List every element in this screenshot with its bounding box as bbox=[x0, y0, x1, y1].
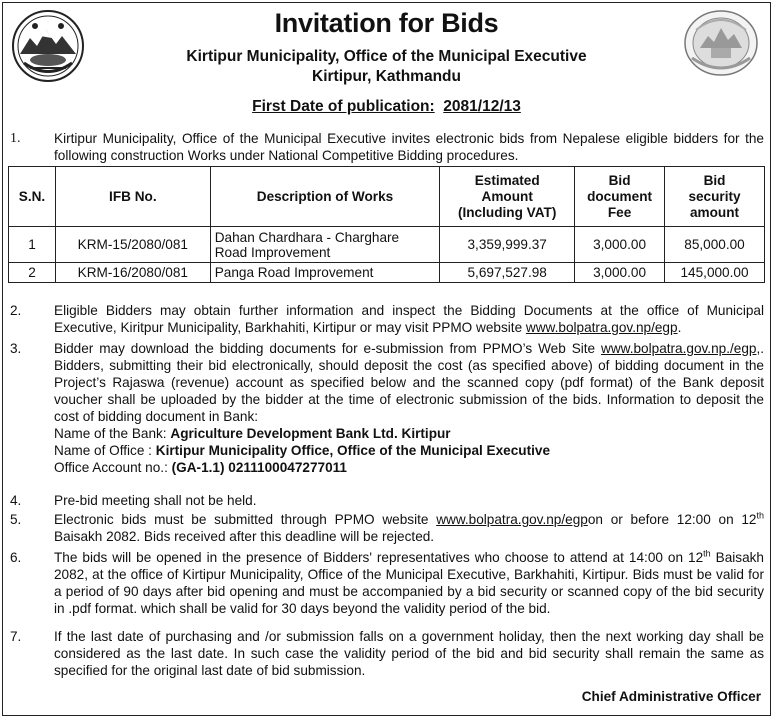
clause-1 bbox=[8, 130, 764, 164]
signatory-title: Chief Administrative Officer bbox=[581, 689, 761, 704]
text-run: The bids will be opened in the presence of Bidders' representatives who choose to attend at 14:00 on 12 bbox=[54, 550, 704, 565]
table-row bbox=[9, 263, 765, 283]
cell-description: Dahan Chardhara - Charghare Road Improvement bbox=[210, 227, 440, 263]
text-run: Baisakh 2082, at the office of Kirtipur Municipality, Office of the Municipal Executive, Barkhahiti, Kirtipur. Bids must be valid for a period of 90 days after bid opening and must be accompanied by a bid security or scanned copy of the bid security in .pdf format. which shall be valid for 30 days beyond the validity period of the bid. bbox=[54, 550, 764, 616]
office-value: Kirtipur Municipality Office, Office of the Municipal Executive bbox=[155, 443, 551, 458]
cell-description: Panga Road Improvement bbox=[210, 263, 440, 283]
clause-number: 5. bbox=[10, 512, 22, 527]
clause-number: 6. bbox=[10, 550, 22, 565]
office-label: Name of Office : bbox=[54, 443, 156, 458]
text-run: Baisakh 2082. Bids received after this deadline will be rejected. bbox=[54, 529, 435, 544]
clause-text: Kirtipur Municipality, Office of the Municipal Executive invites electronic bids from Nepalese eligible bidders for the following construction Works under National Competitive Bidding procedures. bbox=[54, 131, 764, 163]
clause-number: 2. bbox=[10, 303, 22, 318]
publication-date: 2081/12/13 bbox=[443, 98, 521, 115]
text-run: Electronic bids must be submitted through PPMO website bbox=[54, 512, 437, 527]
header-line: Bid bbox=[608, 172, 631, 188]
clause-text bbox=[54, 302, 764, 336]
table-header-row bbox=[9, 167, 765, 227]
clause-4 bbox=[8, 492, 764, 509]
column-header-ifb: IFB No. bbox=[55, 167, 210, 227]
table-row bbox=[9, 227, 765, 263]
clause-2 bbox=[8, 302, 764, 336]
publication-label: First Date of publication: bbox=[252, 98, 435, 115]
cell-ifb: KRM-16/2080/081 bbox=[55, 263, 210, 283]
text-run: Eligible Bidders may obtain further information and inspect the Bidding Documents at the office of Municipal Executive, Kiritpur Municipality, Barkhahiti, Kirtipur or may visit PPMO website bbox=[54, 303, 764, 335]
organization-address: Kirtipur, Kathmandu bbox=[312, 68, 461, 85]
clause-6 bbox=[8, 549, 764, 617]
publication-date-line bbox=[0, 98, 773, 116]
clause-3 bbox=[8, 340, 764, 476]
clause-text bbox=[54, 511, 764, 545]
clause-number: 7. bbox=[10, 629, 22, 644]
clause-text bbox=[54, 340, 764, 476]
office-name-line bbox=[54, 442, 764, 459]
cell-sn: 2 bbox=[9, 263, 56, 283]
cell-fee: 3,000.00 bbox=[575, 227, 665, 263]
text-run: Bidder may download the bidding documents for e-submission from PPMO’s Web Site bbox=[54, 341, 602, 356]
header-line: document bbox=[587, 188, 653, 204]
cell-amount: 3,359,999.37 bbox=[440, 227, 575, 263]
account-label: Office Account no.: bbox=[54, 460, 172, 475]
cell-amount: 5,697,527.98 bbox=[440, 263, 575, 283]
cell-fee: 3,000.00 bbox=[575, 263, 665, 283]
text-run: ,. Bidders, submitting their bid electronically, should deposit the cost (as specified above) of bidding document in the Project’s Rajaswa (revenue) account as specified below and the scanned copy (pdf format) of the Bank deposit voucher shall be uploaded by the bidder at the time of electronic submission of the bids. Information to deposit the cost of bidding document in Bank: bbox=[54, 341, 764, 424]
account-number-line bbox=[54, 459, 764, 476]
bids-table bbox=[8, 166, 765, 283]
column-header-amount bbox=[440, 167, 575, 227]
clause-5 bbox=[8, 511, 764, 545]
clause-number: 3. bbox=[10, 341, 22, 356]
cell-ifb: KRM-15/2080/081 bbox=[55, 227, 210, 263]
header-line: security bbox=[688, 188, 741, 204]
cell-sn: 1 bbox=[9, 227, 56, 263]
cell-security: 145,000.00 bbox=[665, 263, 765, 283]
clause-text: Pre-bid meeting shall not be held. bbox=[54, 493, 257, 508]
ppmo-submission-link[interactable]: www.bolpatra.gov.np/egp bbox=[436, 512, 588, 527]
superscript: th bbox=[703, 548, 711, 559]
header-line: Bid bbox=[703, 172, 726, 188]
clause-7 bbox=[8, 628, 764, 679]
superscript: th bbox=[756, 510, 765, 521]
bank-name-line bbox=[54, 425, 764, 442]
column-header-security bbox=[665, 167, 765, 227]
header-line: amount bbox=[689, 204, 740, 220]
clause-number: 1. bbox=[10, 131, 21, 146]
header-line: Estimated bbox=[474, 172, 540, 188]
header-line: (Including VAT) bbox=[457, 204, 557, 220]
clause-number: 4. bbox=[10, 493, 22, 508]
account-value: (GA-1.1) 0211100047277011 bbox=[171, 460, 347, 475]
text-run: on or before 12:00 on 12 bbox=[587, 512, 757, 527]
cell-security: 85,000.00 bbox=[665, 227, 765, 263]
column-header-fee bbox=[575, 167, 665, 227]
organization-name: Kirtipur Municipality, Office of the Municipal Executive bbox=[186, 48, 587, 65]
header-line: Amount bbox=[481, 188, 533, 204]
column-header-sn: S.N. bbox=[9, 167, 56, 227]
column-header-description: Description of Works bbox=[210, 167, 440, 227]
text-run: . bbox=[677, 320, 682, 335]
clause-text bbox=[54, 549, 764, 617]
ppmo-egp-link[interactable]: www.bolpatra.gov.np/egp bbox=[525, 320, 678, 335]
bank-value: Agriculture Development Bank Ltd. Kirtipur bbox=[170, 426, 451, 441]
header-line: Fee bbox=[607, 204, 632, 220]
notice-title: Invitation for Bids bbox=[274, 8, 499, 38]
clause-text: If the last date of purchasing and /or submission falls on a government holiday, then the next working day shall be considered as the last date. In such case the validity period of the bid and bid security shall remain the same as specified for the original last date of bid submission. bbox=[54, 629, 764, 678]
ppmo-website-link[interactable]: www.bolpatra.gov.np./egp bbox=[601, 341, 757, 356]
bank-label: Name of the Bank: bbox=[54, 426, 171, 441]
